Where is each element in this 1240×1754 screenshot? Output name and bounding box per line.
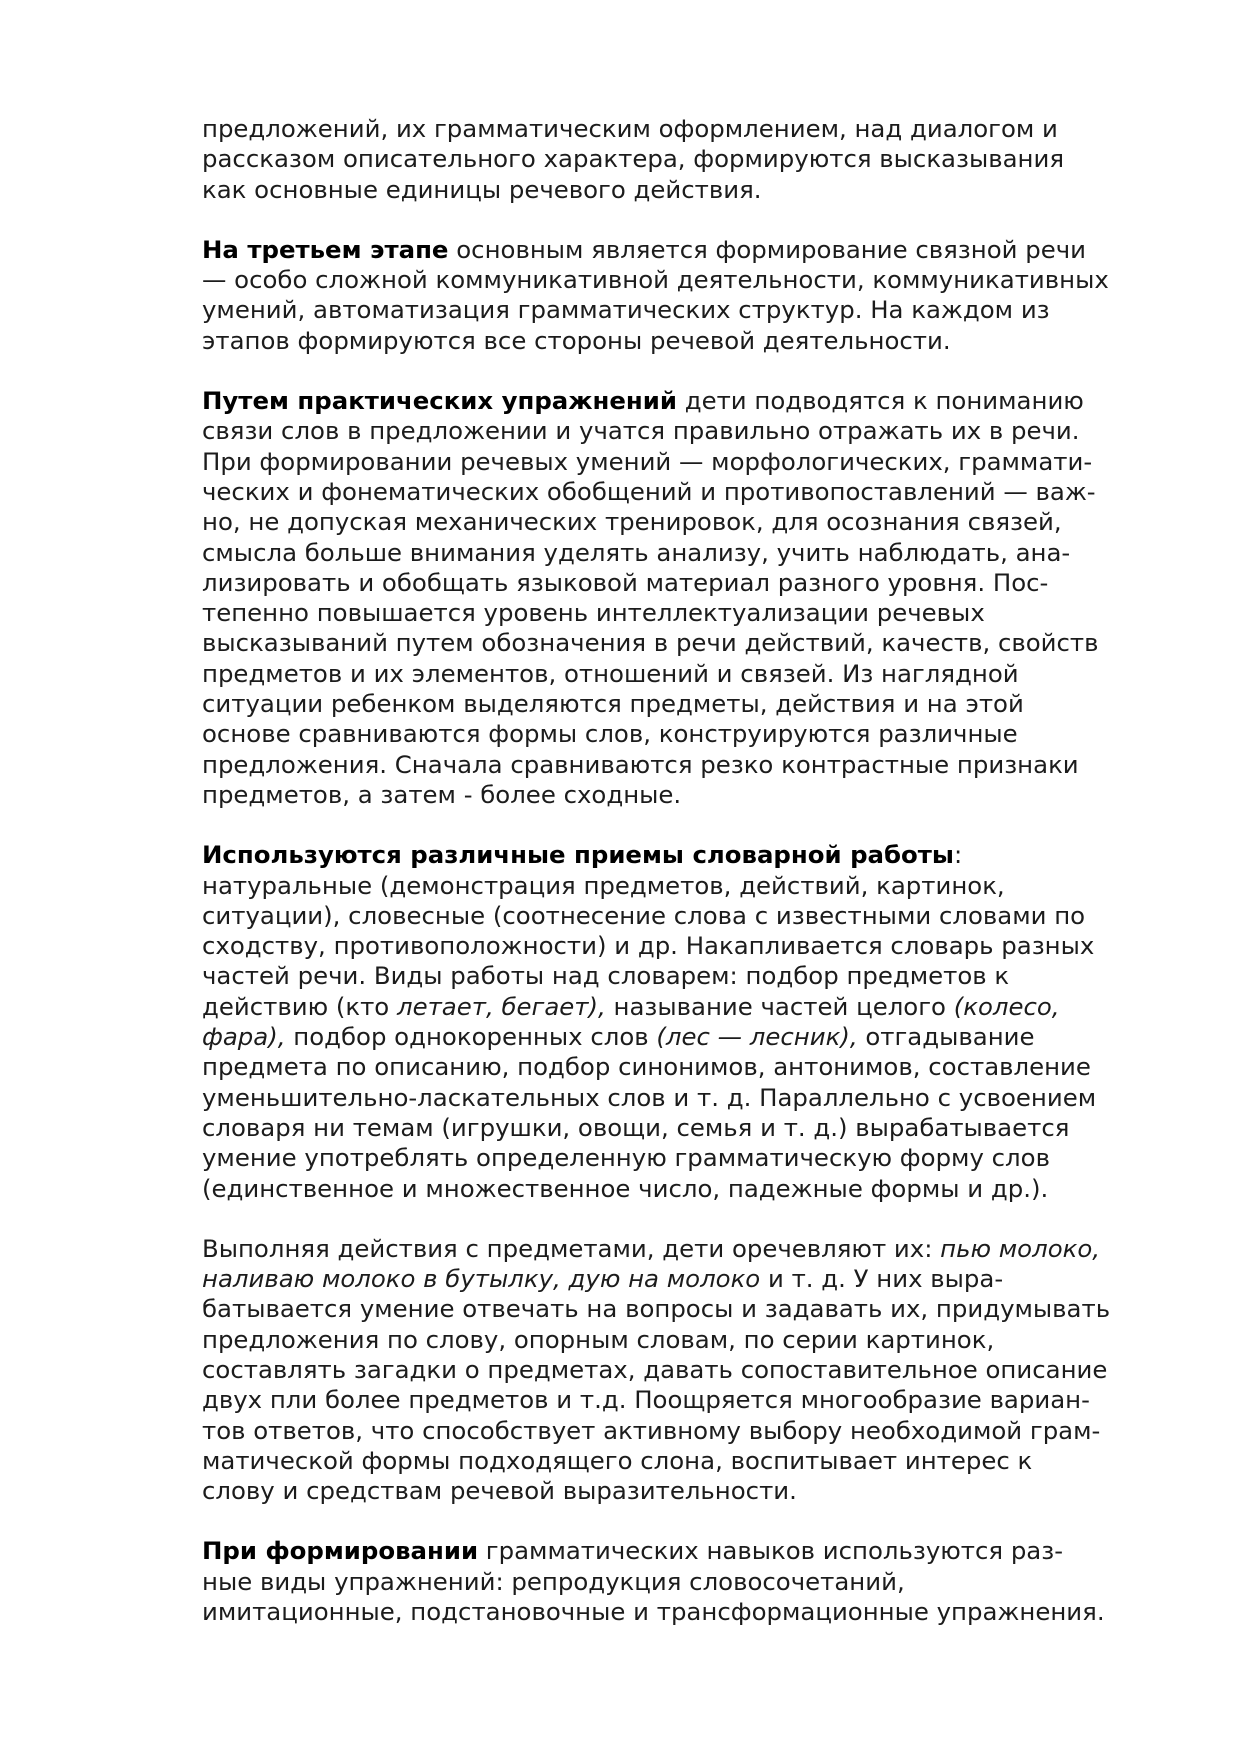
text-run: тепенно повышается уровень интеллектуализации речевых (202, 598, 985, 628)
text-line (202, 719, 1122, 749)
text-run: ситуации), словесные (соотнесение слова с известными словами по (202, 900, 1086, 930)
text-run: : (953, 840, 963, 870)
text-run: предметов и их элементов, отношений и связей. Из наглядной (202, 658, 1019, 688)
text-line (202, 598, 1122, 628)
text-line (202, 628, 1122, 658)
text-run: высказываний путем обозначения в речи действий, качеств, свойств (202, 628, 1099, 658)
text-line (202, 780, 1122, 810)
text-line (202, 114, 1122, 144)
text-run: матической формы подходящего слона, воспитывает интерес к (202, 1445, 1033, 1475)
text-line (202, 386, 1122, 416)
text-line (202, 175, 1122, 205)
text-run: ситуации ребенком выделяются предметы, действия и на этой (202, 689, 1024, 719)
text-line (202, 992, 1122, 1022)
text-run: как основные единицы речевого действия. (202, 174, 762, 204)
text-line (202, 901, 1122, 931)
text-line (202, 1113, 1122, 1143)
italic-example: пью молоко, (940, 1233, 1101, 1263)
text-run: называние частей целого (605, 991, 954, 1021)
italic-example: летает, бегает), (396, 991, 606, 1021)
italic-example: (колесо, (953, 991, 1060, 1021)
text-line (202, 1597, 1122, 1627)
text-run: основе сравниваются формы слов, конструируются различные (202, 719, 1018, 749)
text-line (202, 1022, 1122, 1052)
text-line (202, 1325, 1122, 1355)
text-run: лизировать и обобщать языковой материал разного уровня. Пос- (202, 567, 1049, 597)
document-page (202, 114, 1122, 1657)
text-run: двух пли более предметов и т.д. Поощряется многообразие вариан- (202, 1385, 1090, 1415)
text-line (202, 871, 1122, 901)
text-line (202, 961, 1122, 991)
text-line (202, 1536, 1122, 1566)
paragraph-4 (202, 840, 1122, 1204)
text-run: предложения. Сначала сравниваются резко контрастные признаки (202, 749, 1079, 779)
text-run: дети подводятся к пониманию (676, 386, 1084, 416)
text-line (202, 1234, 1122, 1264)
text-run: отгадывание (857, 1022, 1035, 1052)
text-run: частей речи. Виды работы над словарем: подбор предметов к (202, 961, 1010, 991)
text-run: сходству, противоположности) и др. Накапливается словарь разных (202, 931, 1095, 961)
text-run: ческих и фонематических обобщений и противопоставлений — важ- (202, 476, 1096, 506)
text-run: — особо сложной коммуникативной деятельности, коммуникативных (202, 265, 1109, 295)
text-run: грамматических навыков используются раз- (478, 1536, 1064, 1566)
text-run: рассказом описательного характера, формируются высказывания (202, 144, 1065, 174)
text-run: слову и средствам речевой выразительности. (202, 1476, 797, 1506)
text-run: действию (кто (202, 991, 397, 1021)
text-run: основным является формирование связной речи (448, 234, 1086, 264)
text-line (202, 1446, 1122, 1476)
text-run: тов ответов, что способствует активному выбору необходимой грам- (202, 1415, 1101, 1445)
text-run: предметов, а затем - более сходные. (202, 779, 682, 809)
text-line (202, 477, 1122, 507)
text-run: (единственное и множественное число, падежные формы и др.). (202, 1173, 1049, 1203)
text-line (202, 1567, 1122, 1597)
text-run: предложений, их грамматическим оформлением, над диалогом и (202, 114, 1058, 143)
text-line (202, 326, 1122, 356)
text-line (202, 1385, 1122, 1415)
text-line (202, 568, 1122, 598)
paragraph-5 (202, 1234, 1122, 1507)
text-line (202, 840, 1122, 870)
text-run: словаря ни темам (игрушки, овощи, семья и т. д.) вырабатывается (202, 1112, 1070, 1142)
text-line (202, 1294, 1122, 1324)
text-line (202, 659, 1122, 689)
text-line (202, 689, 1122, 719)
text-line (202, 1416, 1122, 1446)
text-line (202, 447, 1122, 477)
text-run: Выполняя действия с предметами, дети оречевляют их: (202, 1233, 941, 1263)
text-run: имитационные, подстановочные и трансформационные упражнения. (202, 1597, 1105, 1627)
text-line (202, 1264, 1122, 1294)
text-run: батывается умение отвечать на вопросы и задавать их, придумывать (202, 1294, 1111, 1324)
text-run: и т. д. У них выра- (760, 1264, 1004, 1294)
text-line (202, 1052, 1122, 1082)
text-run: предложения по слову, опорным словам, по серии картинок, (202, 1324, 995, 1354)
text-line (202, 1083, 1122, 1113)
text-run: связи слов в предложении и учатся правильно отражать их в речи. (202, 416, 1080, 446)
text-run: уменьшительно-ласкательных слов и т. д. Параллельно с усвоением (202, 1082, 1097, 1112)
bold-lead-in: На третьем этапе (202, 234, 449, 264)
paragraph-2 (202, 235, 1122, 356)
text-line (202, 235, 1122, 265)
text-line (202, 931, 1122, 961)
text-line (202, 416, 1122, 446)
text-run: натуральные (демонстрация предметов, действий, картинок, (202, 870, 1005, 900)
text-run: составлять загадки о предметах, давать сопоставительное описание (202, 1354, 1108, 1384)
text-line (202, 1174, 1122, 1204)
text-line (202, 295, 1122, 325)
text-run: При формировании речевых умений — морфологических, граммати- (202, 446, 1093, 476)
text-line (202, 1143, 1122, 1173)
bold-lead-in: Путем практических упражнений (202, 386, 677, 416)
text-run: но, не допуская механических тренировок, для осознания связей, (202, 507, 1062, 537)
italic-example: (лес — лесник), (656, 1022, 858, 1052)
text-line (202, 1355, 1122, 1385)
text-run: подбор однокоренных слов (285, 1022, 657, 1052)
text-line (202, 538, 1122, 568)
text-run: умений, автоматизация грамматических структур. На каждом из (202, 295, 1050, 325)
text-line (202, 507, 1122, 537)
italic-example: наливаю молоко в бутылку, дую на молоко (202, 1264, 761, 1294)
bold-lead-in: При формировании (202, 1536, 479, 1566)
bold-lead-in: Используются различные приемы словарной работы (202, 840, 954, 870)
paragraph-6 (202, 1536, 1122, 1627)
text-line (202, 750, 1122, 780)
italic-example: фара), (202, 1022, 286, 1052)
text-run: смысла больше внимания уделять анализу, учить наблюдать, ана- (202, 537, 1071, 567)
paragraph-3 (202, 386, 1122, 810)
text-run: предмета по описанию, подбор синонимов, антонимов, составление (202, 1052, 1091, 1082)
text-line (202, 144, 1122, 174)
text-run: ные виды упражнений: репродукция словосочетаний, (202, 1566, 905, 1596)
text-line (202, 265, 1122, 295)
text-line (202, 1476, 1122, 1506)
paragraph-1 (202, 114, 1122, 205)
text-run: умение употреблять определенную грамматическую форму слов (202, 1143, 1050, 1173)
text-run: этапов формируются все стороны речевой деятельности. (202, 325, 951, 355)
